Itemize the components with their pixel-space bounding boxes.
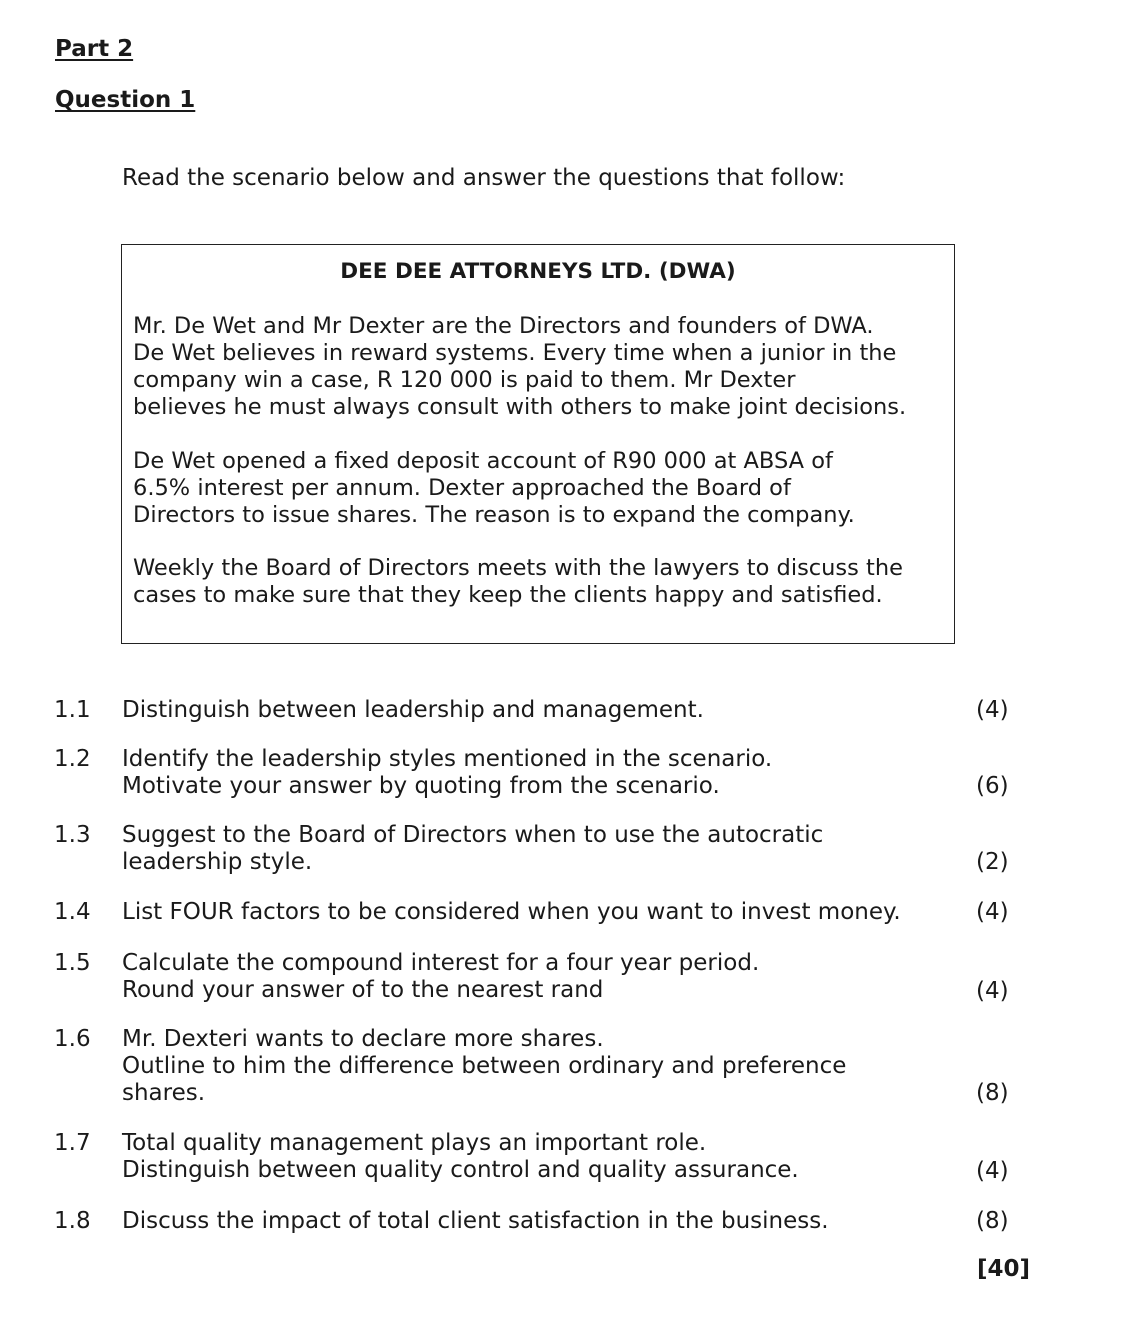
question-line: Round your answer of to the nearest rand <box>122 977 604 1003</box>
question-number: 1.2 <box>54 746 91 772</box>
question-line: Suggest to the Board of Directors when to use the autocratic <box>122 822 824 848</box>
question-line: Distinguish between quality control and quality assurance. <box>122 1157 799 1183</box>
scenario-line: Weekly the Board of Directors meets with the lawyers to discuss the <box>133 555 903 581</box>
question-line: Distinguish between leadership and management. <box>122 697 704 723</box>
question-text <box>122 899 952 926</box>
question-line: Calculate the compound interest for a four year period. <box>122 950 760 976</box>
question-line: Discuss the impact of total client satisfaction in the business. <box>122 1208 829 1234</box>
scenario-line: company win a case, R 120 000 is paid to them. Mr Dexter <box>133 367 796 393</box>
question-line: Identify the leadership styles mentioned in the scenario. <box>122 746 773 772</box>
question-line: Mr. Dexteri wants to declare more shares. <box>122 1026 604 1052</box>
question-text <box>122 1026 952 1107</box>
question-line: Motivate your answer by quoting from the scenario. <box>122 773 720 799</box>
scenario-paragraph-3 <box>133 555 953 609</box>
question-number: 1.7 <box>54 1130 91 1156</box>
scenario-paragraph-2 <box>133 448 953 529</box>
question-marks: (4) <box>976 899 1009 925</box>
question-text <box>122 1208 952 1235</box>
question-marks: (8) <box>976 1208 1009 1234</box>
part-title: Part 2 <box>55 36 134 62</box>
scenario-paragraph-1 <box>133 313 953 421</box>
question-text <box>122 822 952 876</box>
question-line: Outline to him the difference between ordinary and preference <box>122 1053 847 1079</box>
question-line: leadership style. <box>122 849 313 875</box>
question-text <box>122 746 952 800</box>
scenario-title: DEE DEE ATTORNEYS LTD. (DWA) <box>340 259 736 284</box>
question-line: shares. <box>122 1080 206 1106</box>
question-number: 1.5 <box>54 950 91 976</box>
question-marks: (4) <box>976 978 1009 1004</box>
total-marks: [40] <box>977 1256 1031 1282</box>
question-text <box>122 1130 952 1184</box>
question-text <box>122 697 952 724</box>
scenario-box <box>121 244 955 644</box>
question-number: 1.1 <box>54 697 91 723</box>
question-text <box>122 950 952 1004</box>
question-line: Total quality management plays an important role. <box>122 1130 707 1156</box>
scenario-line: Mr. De Wet and Mr Dexter are the Directors and founders of DWA. <box>133 313 874 339</box>
question-number: 1.8 <box>54 1208 91 1234</box>
scenario-line: Directors to issue shares. The reason is to expand the company. <box>133 502 855 528</box>
question-number: 1.3 <box>54 822 91 848</box>
question-line: List FOUR factors to be considered when you want to invest money. <box>122 899 901 925</box>
scenario-line: believes he must always consult with others to make joint decisions. <box>133 394 907 420</box>
question-title: Question 1 <box>55 87 196 113</box>
question-marks: (6) <box>976 773 1009 799</box>
intro-text: Read the scenario below and answer the questions that follow: <box>122 165 846 191</box>
scenario-line: cases to make sure that they keep the clients happy and satisfied. <box>133 582 883 608</box>
question-marks: (2) <box>976 849 1009 875</box>
question-marks: (4) <box>976 1158 1009 1184</box>
scenario-line: De Wet opened a fixed deposit account of R90 000 at ABSA of <box>133 448 833 474</box>
scenario-line: 6.5% interest per annum. Dexter approached the Board of <box>133 475 791 501</box>
question-marks: (4) <box>976 697 1009 723</box>
question-number: 1.4 <box>54 899 91 925</box>
question-marks: (8) <box>976 1080 1009 1106</box>
question-number: 1.6 <box>54 1026 91 1052</box>
scenario-line: De Wet believes in reward systems. Every time when a junior in the <box>133 340 897 366</box>
